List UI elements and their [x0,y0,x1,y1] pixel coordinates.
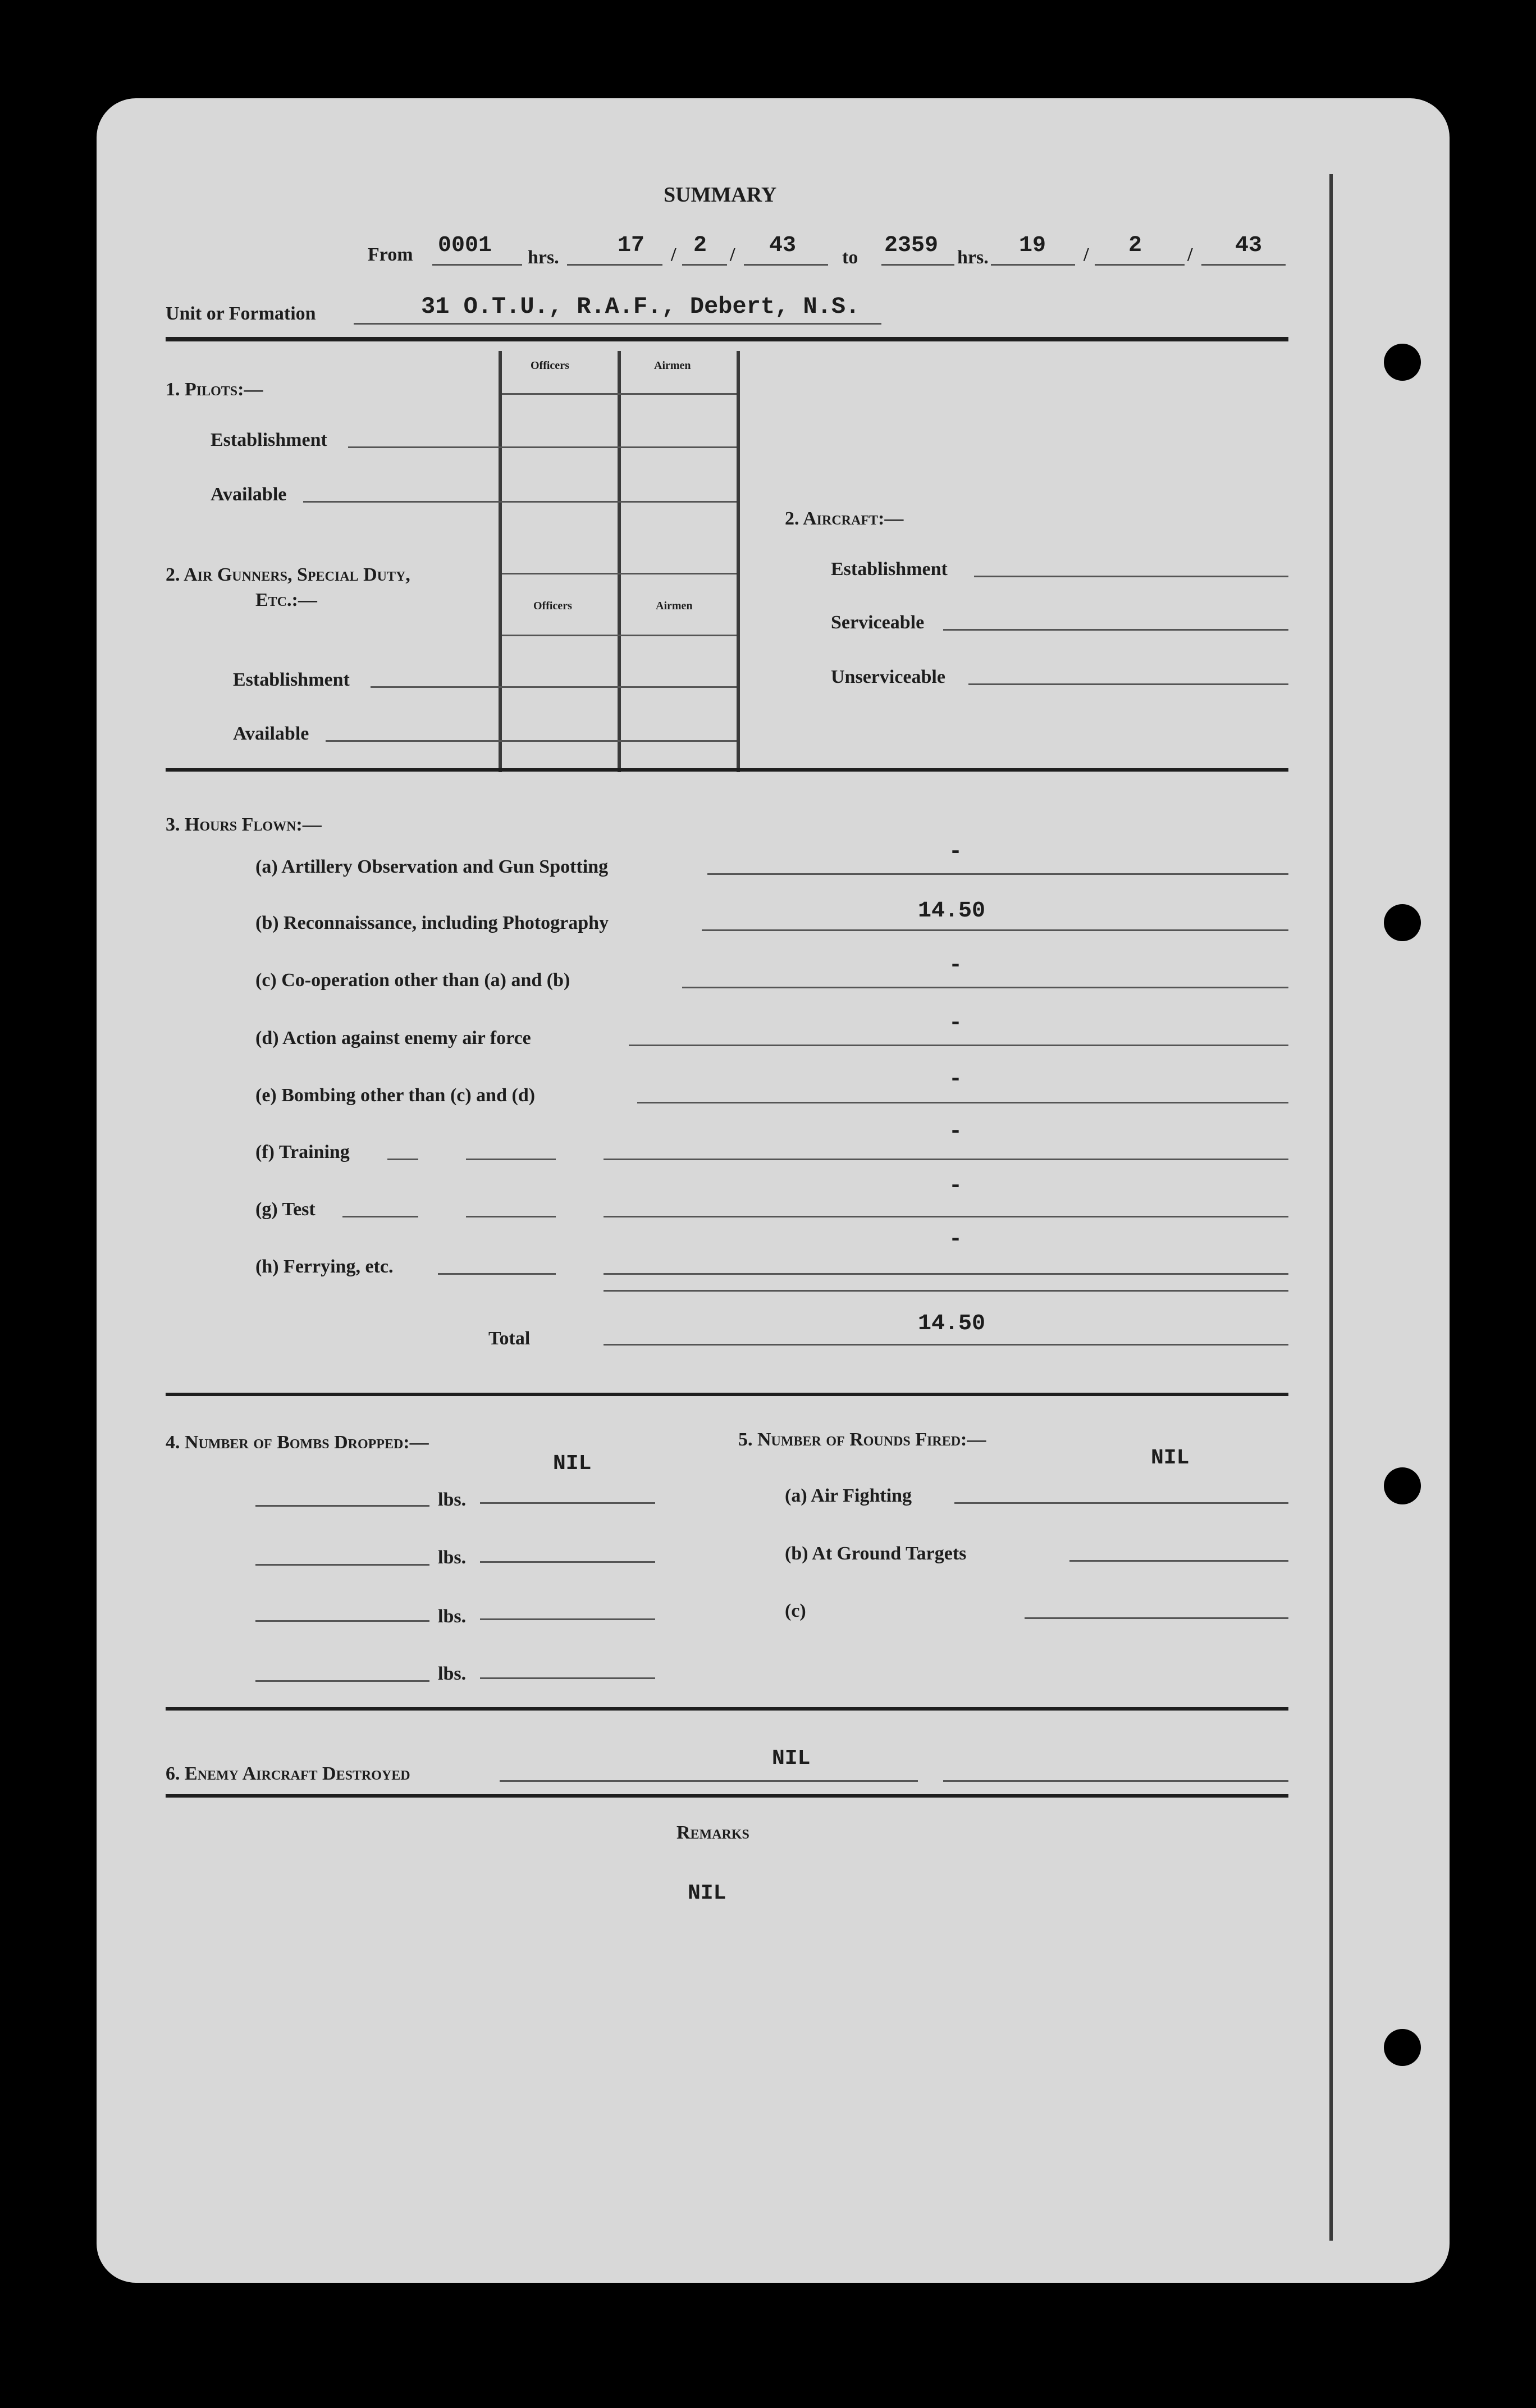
bombs-unit-1: lbs. [438,1489,467,1510]
to-year: 43 [1235,233,1263,258]
rounds-a-label: (a) Air Fighting [785,1485,912,1506]
gunners-officers-header: Officers [533,600,572,612]
binder-hole-1 [1384,344,1421,381]
hours-row-f-line-1 [387,1159,418,1160]
to-label: to [842,247,858,268]
rounds-c-line [1025,1617,1288,1619]
unit-label: Unit or Formation [166,303,316,324]
to-time-line [881,264,954,266]
to-slash-1: / [1084,244,1089,265]
hours-row-c-label: (c) Co-operation other than (a) and (b) [255,970,570,991]
hours-heading: 3. Hours Flown:— [166,814,322,835]
pilots-officers-header: Officers [531,359,569,372]
hours-row-b-line [702,929,1288,931]
bombs-heading: 4. Number of Bombs Dropped:— [166,1432,429,1453]
rounds-b-label: (b) At Ground Targets [785,1543,967,1564]
hours-row-h-value: - [949,1227,963,1252]
hours-row-e-line [637,1102,1288,1103]
gunners-establishment-line [371,686,737,688]
hours-row-h-label: (h) Ferrying, etc. [255,1256,394,1277]
bombs-line-3a [255,1620,429,1622]
to-year-line [1201,264,1286,266]
from-month: 2 [693,233,707,258]
table-divider-1 [499,351,502,772]
from-year-line [744,264,828,266]
hours-row-c-line [682,987,1288,988]
hours-row-g-line-1 [342,1216,418,1217]
hours-row-h-line-2 [604,1273,1288,1275]
hours-total-line [604,1344,1288,1346]
hours-row-g-line-3 [604,1216,1288,1217]
pilots-heading: 1. Pilots:— [166,379,263,400]
hours-row-h-line-1 [438,1273,556,1275]
hours-row-d-line [629,1045,1288,1046]
pilots-establishment-label: Establishment [211,430,327,450]
rounds-a-line [954,1502,1288,1504]
hours-row-a-value: - [949,840,963,865]
pilots-header-line [502,393,737,395]
personnel-rule [166,768,1288,772]
bombs-line-1b [480,1502,655,1504]
hours-row-d-label: (d) Action against enemy air force [255,1028,531,1048]
rounds-heading: 5. Number of Rounds Fired:— [738,1429,986,1450]
hours-total-label: Total [488,1328,531,1349]
bombs-line-3b [480,1618,655,1620]
aircraft-unserviceable-line [968,683,1288,685]
enemy-value: NIL [772,1746,811,1771]
pilots-establishment-line [348,446,737,448]
page-title: SUMMARY [664,183,777,207]
aircraft-serviceable-line [943,629,1288,631]
hours-row-g-label: (g) Test [255,1199,316,1220]
aircraft-heading: 2. Aircraft:— [785,508,904,529]
from-label: From [368,244,413,265]
binder-hole-3 [1384,1467,1421,1504]
binder-hole-2 [1384,904,1421,941]
header-rule [166,337,1288,341]
unit-line [354,323,881,325]
pilots-available-label: Available [211,484,287,505]
aircraft-serviceable-label: Serviceable [831,612,925,633]
from-time-line [432,264,522,266]
from-hrs-label: hrs. [528,247,559,268]
hours-row-d-value: - [949,1011,963,1036]
to-month: 2 [1128,233,1142,258]
hours-row-a-label: (a) Artillery Observation and Gun Spotting [255,856,609,877]
bombs-unit-3: lbs. [438,1606,467,1627]
unit-value: 31 O.T.U., R.A.F., Debert, N.S. [421,293,860,320]
from-slash-1: / [671,244,676,265]
gunners-available-line [326,740,737,742]
hours-row-b-value: 14.50 [918,899,986,924]
bombs-line-4a [255,1680,429,1682]
hours-row-e-value: - [949,1067,963,1092]
aircraft-unserviceable-label: Unserviceable [831,667,945,687]
to-slash-2: / [1187,244,1193,265]
hours-row-f-line-3 [604,1159,1288,1160]
hours-row-c-value: - [949,953,963,978]
bombs-line-2b [480,1561,655,1563]
binder-hole-4 [1384,2029,1421,2066]
enemy-rule [166,1794,1288,1798]
bombs-unit-4: lbs. [438,1663,467,1684]
from-month-line [682,264,727,266]
aircraft-establishment-line [974,576,1288,577]
from-day: 17 [618,233,645,258]
hours-row-g-value: - [949,1174,963,1199]
from-time: 0001 [438,233,492,258]
remarks-value: NIL [688,1881,726,1905]
hours-row-f-line-2 [466,1159,556,1160]
remarks-heading: Remarks [676,1822,749,1843]
to-hrs-label: hrs. [957,247,989,268]
from-year: 43 [769,233,797,258]
hours-row-f-value: - [949,1119,963,1144]
enemy-line-2 [943,1780,1288,1782]
hours-rule [166,1393,1288,1396]
bombs-unit-2: lbs. [438,1547,467,1568]
enemy-heading: 6. Enemy Aircraft Destroyed [166,1763,410,1784]
hours-row-b-label: (b) Reconnaissance, including Photography [255,913,609,933]
hours-row-e-label: (e) Bombing other than (c) and (d) [255,1085,536,1106]
pilots-available-line [303,501,737,503]
right-margin-rule [1329,174,1333,2241]
gunners-heading: 2. Air Gunners, Special Duty, [166,564,410,585]
to-day-line [991,264,1075,266]
gunners-available-label: Available [233,723,309,744]
gunners-header-line [502,573,737,574]
hours-subtotal-line [604,1290,1288,1292]
to-day: 19 [1019,233,1046,258]
hours-total-value: 14.50 [918,1311,986,1337]
hours-row-f-label: (f) Training [255,1142,350,1162]
pilots-airmen-header: Airmen [654,359,691,372]
gunners-establishment-label: Establishment [233,669,350,690]
aircraft-establishment-label: Establishment [831,559,948,580]
gunners-subheader-line [502,635,737,636]
bombs-line-4b [480,1677,655,1679]
bombs-line-1a [255,1505,429,1507]
table-divider-2 [618,351,621,772]
enemy-line [500,1780,918,1782]
rounds-value: NIL [1151,1446,1190,1470]
table-divider-3 [737,351,740,772]
gunners-airmen-header: Airmen [656,600,693,612]
from-slash-2: / [730,244,735,265]
to-time: 2359 [884,233,939,258]
from-day-line [567,264,662,266]
bombs-line-2a [255,1564,429,1566]
bombs-rule [166,1707,1288,1711]
form-sheet [97,98,1450,2283]
to-month-line [1095,264,1185,266]
rounds-b-line [1069,1560,1288,1562]
rounds-c-label: (c) [785,1600,806,1621]
gunners-heading-etc: Etc.:— [255,590,317,610]
bombs-value: NIL [553,1452,592,1476]
hours-row-g-line-2 [466,1216,556,1217]
hours-row-a-line [707,873,1288,875]
